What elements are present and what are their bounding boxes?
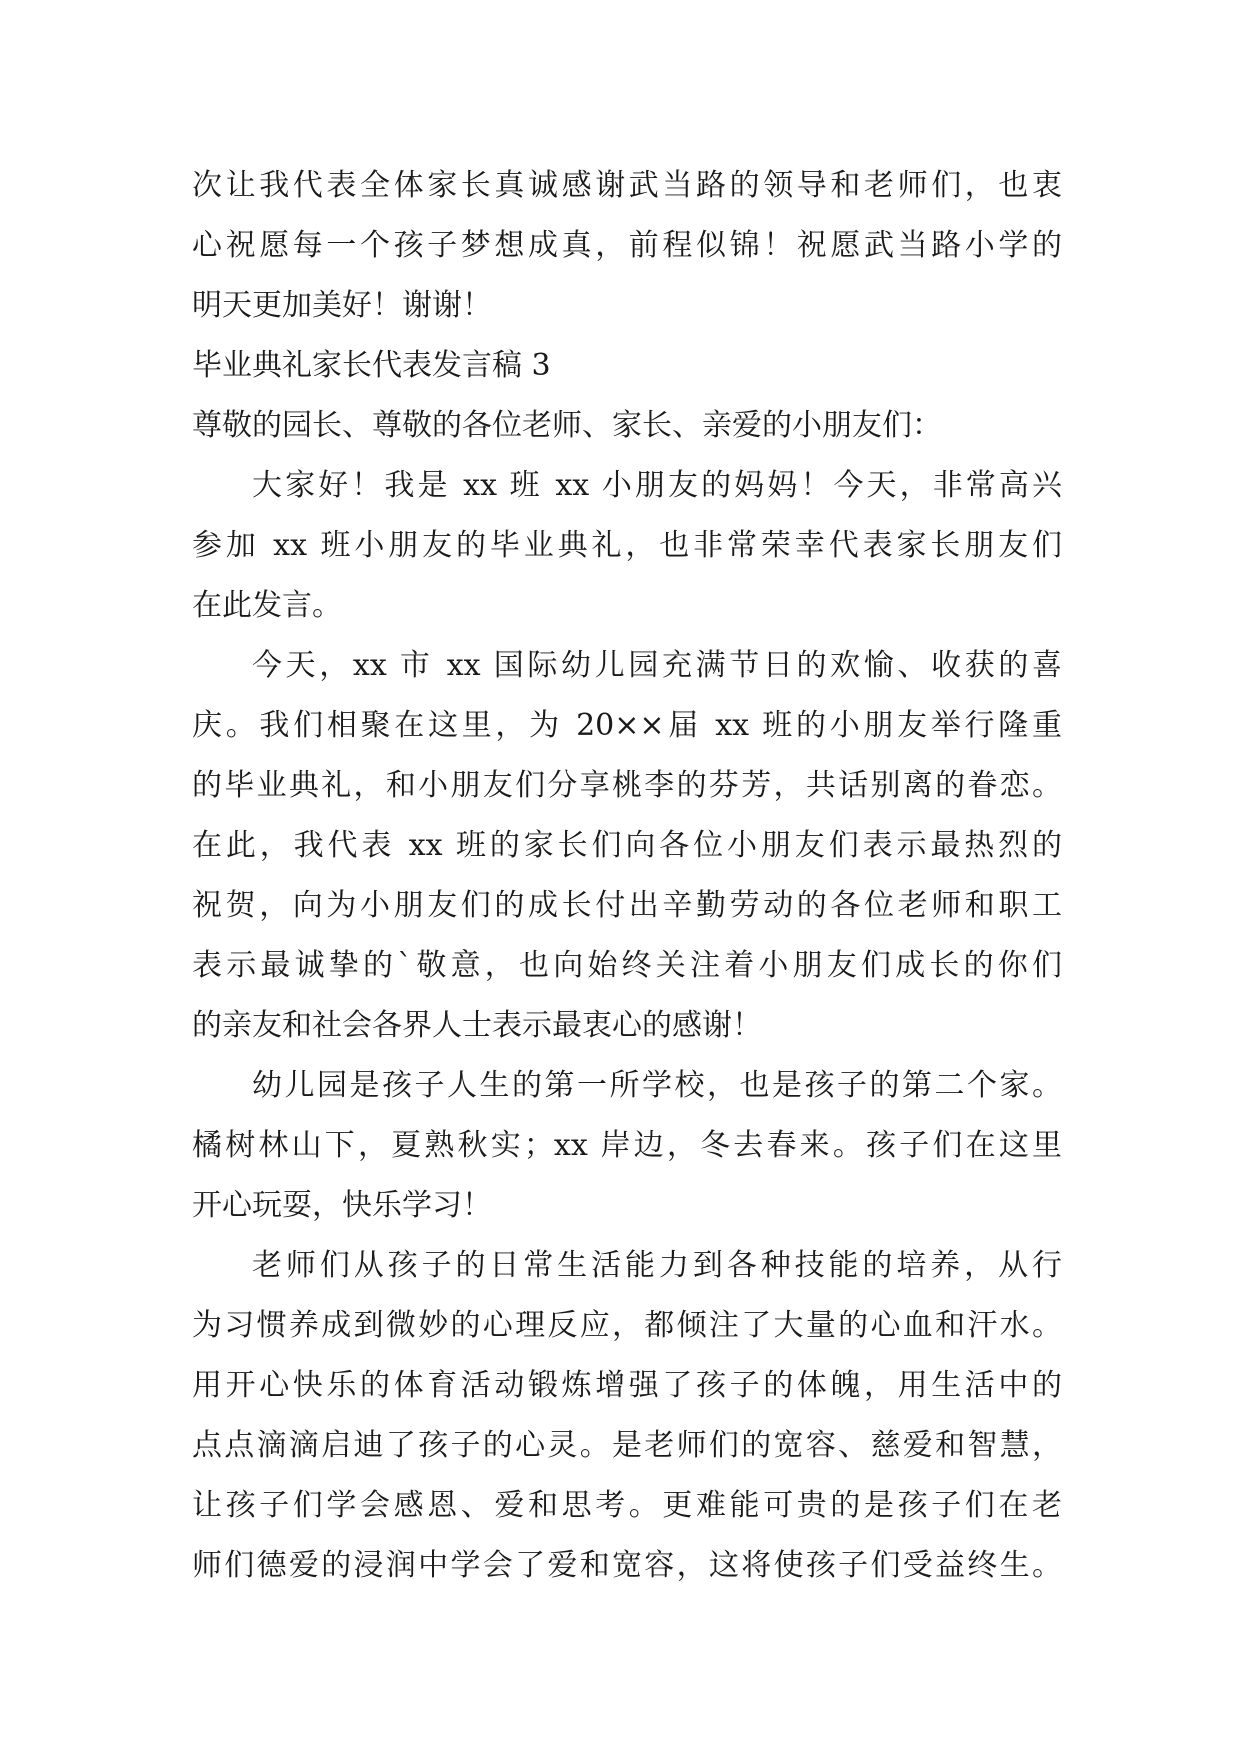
text-line: 让孩子们学会感恩、爱和思考。更难能可贵的是孩子们在老 [192, 1488, 1062, 1523]
text-line: 明天更加美好！谢谢！ [192, 288, 492, 323]
text-line: 师们德爱的浸润中学会了爱和宽容，这将使孩子们受益终生。 [192, 1548, 1062, 1583]
text-line: 幼儿园是孩子人生的第一所学校，也是孩子的第二个家。 [252, 1068, 1062, 1103]
document-body [192, 156, 1062, 1596]
text-line: 心祝愿每一个孩子梦想成真，前程似锦！祝愿武当路小学的 [192, 228, 1062, 263]
text-line: 尊敬的园长、尊敬的各位老师、家长、亲爱的小朋友们： [192, 408, 942, 443]
text-line: 表示最诚挚的`敬意，也向始终关注着小朋友们成长的你们 [192, 948, 1062, 983]
text-line: 祝贺，向为小朋友们的成长付出辛勤劳动的各位老师和职工 [192, 888, 1062, 923]
text-line: 点点滴滴启迪了孩子的心灵。是老师们的宽容、慈爱和智慧， [192, 1428, 1062, 1463]
text-line: 在此发言。 [192, 588, 342, 623]
text-line: 开心玩耍，快乐学习！ [192, 1188, 492, 1223]
text-line: 今天，xx 市 xx 国际幼儿园充满节日的欢愉、收获的喜 [252, 648, 1062, 683]
text-line: 老师们从孩子的日常生活能力到各种技能的培养，从行 [252, 1248, 1062, 1283]
text-line: 次让我代表全体家长真诚感谢武当路的领导和老师们，也衷 [192, 168, 1062, 203]
text-line: 橘树林山下，夏熟秋实；xx 岸边，冬去春来。孩子们在这里 [192, 1128, 1062, 1163]
text-line: 庆。我们相聚在这里，为 20××届 xx 班的小朋友举行隆重 [192, 708, 1062, 743]
text-line: 毕业典礼家长代表发言稿 3 [192, 348, 551, 383]
text-line: 为习惯养成到微妙的心理反应，都倾注了大量的心血和汗水。 [192, 1308, 1062, 1343]
text-line: 的毕业典礼，和小朋友们分享桃李的芬芳，共话别离的眷恋。 [192, 768, 1062, 803]
text-line: 用开心快乐的体育活动锻炼增强了孩子的体魄，用生活中的 [192, 1368, 1062, 1403]
text-line: 参加 xx 班小朋友的毕业典礼，也非常荣幸代表家长朋友们 [192, 528, 1062, 563]
text-line: 的亲友和社会各界人士表示最衷心的感谢！ [192, 1008, 762, 1043]
text-line: 大家好！我是 xx 班 xx 小朋友的妈妈！今天，非常高兴 [252, 468, 1062, 503]
text-line: 在此，我代表 xx 班的家长们向各位小朋友们表示最热烈的 [192, 828, 1062, 863]
